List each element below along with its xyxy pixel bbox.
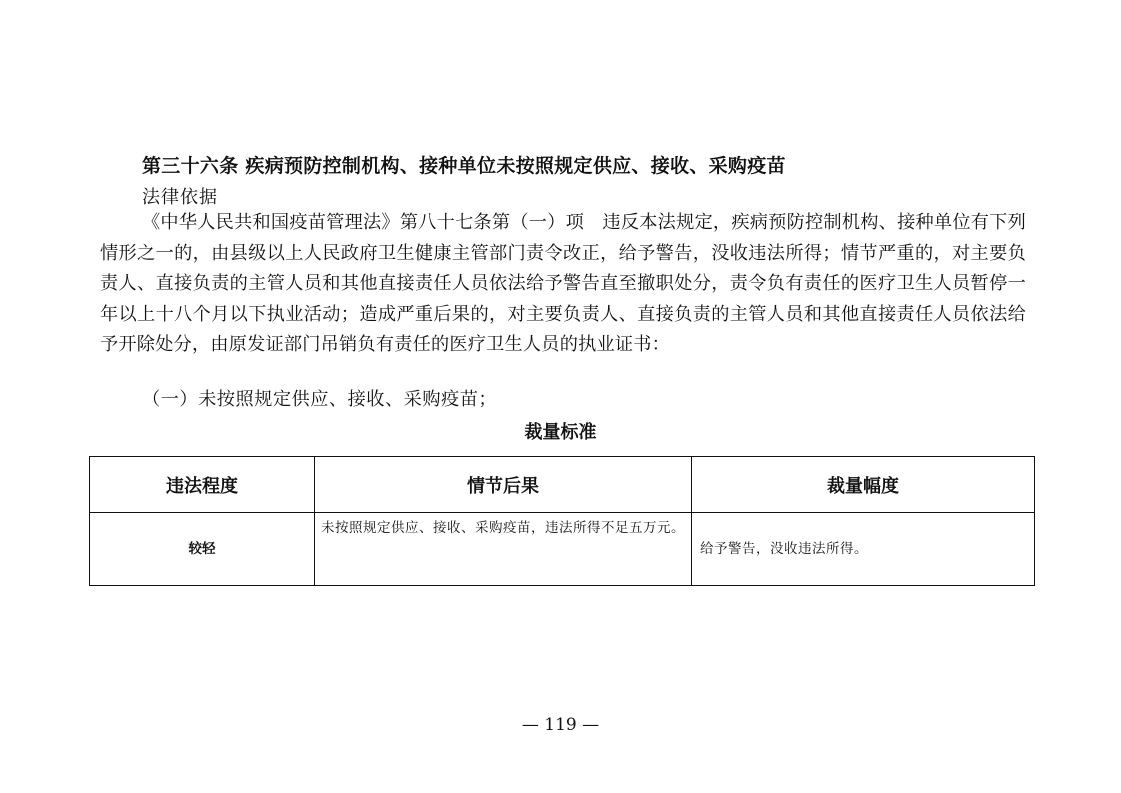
page-number: — 119 — (521, 715, 600, 735)
discretion-standard-table (89, 456, 1035, 586)
legal-basis-text: 《中华人民共和国疫苗管理法》第八十七条第（一）项 违反本法规定，疾病预防控制机构、接种单位有下列情形之一的，由县级以上人民政府卫生健康主管部门责令改正，给予警告，没收违法所得；情节严重的，对主要负责人、直接负责的主管人员和其他直接责任人员依法给予警告直至撤职处分，责令负有责任的医疗卫生人员暂停一年以上十八个月以下执业活动；造成严重后果的，对主要负责人、直接负责的主管人员和其他直接责任人员依法给予开除处分，由原发证部门吊销负有责任的医疗卫生人员的执业证书： (100, 212, 1026, 356)
header-degree: 违法程度 (90, 457, 315, 513)
legal-basis-heading: 法律依据 (142, 187, 218, 208)
table-header-row (90, 457, 1035, 513)
header-circumstance: 情节后果 (315, 457, 692, 513)
article-title: 第三十六条 疾病预防控制机构、接种单位未按照规定供应、接收、采购疫苗 (142, 155, 786, 177)
legal-basis-item: （一）未按照规定供应、接收、采购疫苗； (142, 389, 498, 410)
table-caption: 裁量标准 (524, 422, 597, 443)
cell-circumstance: 未按照规定供应、接收、采购疫苗，违法所得不足五万元。 (315, 513, 692, 586)
cell-degree: 较轻 (90, 513, 315, 586)
header-penalty: 裁量幅度 (692, 457, 1035, 513)
cell-penalty: 给予警告，没收违法所得。 (692, 513, 1035, 586)
table-row (90, 513, 1035, 586)
